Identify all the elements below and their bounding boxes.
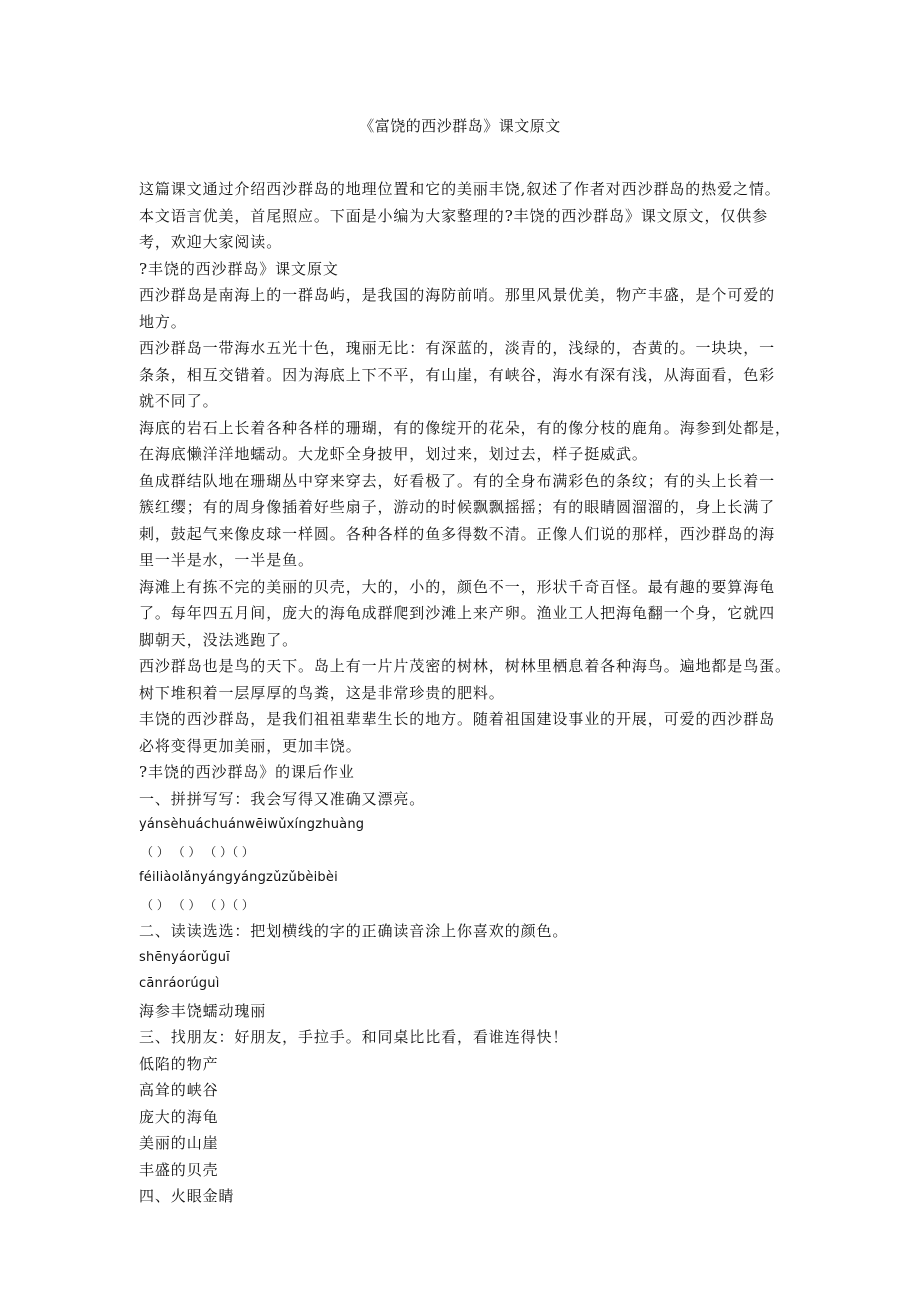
matching-item: 庞大的海龟 — [139, 1107, 219, 1126]
paragraph-line: 条条，相互交错着。因为海底上下不平，有山崖，有峡谷，海水有深有浅，从海面看，色彩 — [139, 365, 776, 384]
paragraph-line: 树下堆积着一层厚厚的鸟粪，这是非常珍贵的肥料。 — [139, 683, 505, 702]
pinyin-line: féiliàolǎnyángyángzǔzǔbèibèi — [139, 870, 338, 885]
matching-item: 美丽的山崖 — [139, 1134, 219, 1152]
paragraph-line: 海滩上有拣不完的美丽的贝壳，大的，小的，颜色不一，形状千奇百怪。最有趣的要算海龟 — [139, 577, 776, 596]
paragraph-line: 就不同了。 — [139, 392, 219, 410]
pinyin-line: cānráorúguì — [139, 976, 220, 991]
paragraph-line: 西沙群岛一带海水五光十色，瑰丽无比：有深蓝的，淡青的，浅绿的，杏黄的。一块块，一 — [139, 339, 776, 357]
exercise-heading: 二、读读选选：把划横线的字的正确读音涂上你喜欢的颜色。 — [139, 922, 569, 940]
paragraph-line: 必将变得更加美丽，更加丰饶。 — [139, 736, 362, 755]
document-title: 《富饶的西沙群岛》课文原文 — [359, 117, 561, 135]
intro-line: 本文语言优美，首尾照应。下面是小编为大家整理的?丰饶的西沙群岛》课文原文，仅供参 — [139, 206, 769, 225]
intro-line: 考，欢迎大家阅读。 — [139, 233, 283, 251]
paragraph-line: 地方。 — [139, 312, 187, 331]
paragraph-line: 西沙群岛也是鸟的天下。岛上有一片片茂密的树林，树林里栖息着各种海鸟。遍地都是鸟蛋。 — [139, 657, 791, 675]
matching-item: 高耸的峡谷 — [139, 1081, 219, 1099]
paragraph-line: 脚朝天，没法逃跑了。 — [139, 630, 299, 649]
paragraph-line: 了。每年四五月间，庞大的海龟成群爬到沙滩上来产卵。渔业工人把海龟翻一个身，它就四 — [139, 604, 776, 622]
exercise-heading: 一、拼拼写写：我会写得又准确又漂亮。 — [139, 789, 426, 808]
document-body — [139, 176, 791, 1210]
word-list: 海参丰饶蠕动瑰丽 — [139, 1001, 267, 1020]
paragraph-line: 丰饶的西沙群岛，是我们祖祖辈辈生长的地方。随着祖国建设事业的开展，可爱的西沙群岛 — [139, 710, 776, 728]
matching-item: 低陷的物产 — [139, 1054, 219, 1073]
exercise-heading: 四、火眼金睛 — [139, 1187, 235, 1205]
paragraph-line: 在海底懒洋洋地蠕动。大龙虾全身披甲，划过来，划过去，样子挺威武。 — [139, 445, 648, 463]
pinyin-line: yánsèhuáchuánwēiwǔxíngzhuàng — [139, 817, 365, 832]
paragraph-line: 海底的岩石上长着各种各样的珊瑚，有的像绽开的花朵，有的像分枝的鹿角。海参到处都是， — [139, 418, 791, 437]
exercise-heading: 三、找朋友：好朋友，手拉手。和同桌比比看，看谁连得快！ — [139, 1028, 569, 1046]
paragraph-line: 鱼成群结队地在珊瑚丛中穿来穿去，好看极了。有的全身布满彩色的条纹；有的头上长着一 — [139, 471, 776, 490]
section-heading: ?丰饶的西沙群岛》的课后作业 — [139, 763, 355, 781]
paragraph-line: 西沙群岛是南海上的一群岛屿，是我国的海防前哨。那里风景优美，物产丰盛，是个可爱的 — [139, 286, 776, 304]
paragraph-line: 刺，鼓起气来像皮球一样圆。各种各样的鱼多得数不清。正像人们说的那样，西沙群岛的海 — [139, 524, 776, 543]
intro-line: 这篇课文通过介绍西沙群岛的地理位置和它的美丽丰饶,叙述了作者对西沙群岛的热爱之情。 — [139, 180, 781, 198]
section-heading: ?丰饶的西沙群岛》课文原文 — [139, 259, 339, 278]
pinyin-line: shēnyáorǔguī — [139, 949, 230, 965]
paragraph-line: 里一半是水，一半是鱼。 — [139, 551, 314, 569]
answer-blanks: （ ） （ ） （ ）（ ） — [141, 844, 254, 859]
answer-blanks: （ ） （ ） （ ）（ ） — [141, 897, 254, 912]
matching-item: 丰盛的贝壳 — [139, 1160, 219, 1179]
paragraph-line: 簇红缨；有的周身像插着好些扇子，游动的时候飘飘摇摇；有的眼睛圆溜溜的，身上长满了 — [139, 498, 776, 516]
